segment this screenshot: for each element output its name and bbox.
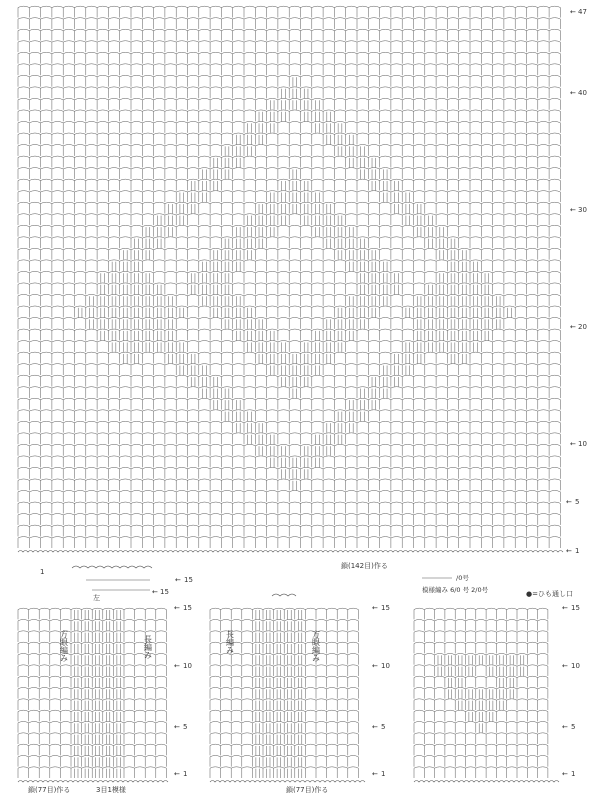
chain-row (414, 631, 548, 632)
chain-row (210, 733, 358, 734)
chain-row (18, 410, 560, 411)
row-number: 10 (578, 440, 587, 448)
right-panel (414, 573, 580, 782)
chain-row (210, 665, 358, 666)
chain-row (210, 744, 358, 745)
row-number: 15 (381, 604, 390, 612)
chain-row (18, 514, 560, 515)
chain-row (18, 329, 560, 330)
row-number: 15 (571, 604, 580, 612)
chain-row (18, 467, 560, 468)
row-number: 5 (381, 723, 386, 731)
chain-row (18, 283, 560, 284)
row-arrow: ← (570, 206, 576, 214)
row-arrow: ← (570, 440, 576, 448)
chain-row (18, 306, 560, 307)
chain-row (18, 537, 560, 538)
chain-row (18, 179, 560, 180)
label-long-stitch: 長編み (143, 635, 153, 659)
row-arrow: ← (562, 723, 568, 731)
chain-row (18, 156, 560, 157)
chain-row (414, 767, 548, 768)
middle-panel-foundation-chain (210, 781, 365, 783)
row-number: 10 (571, 662, 580, 670)
row-arrow: ← (174, 662, 180, 670)
label-square-mesh: 方眼編み (311, 630, 321, 662)
drawstring-note: ●=ひも通し口 (526, 590, 573, 598)
chain-row (210, 767, 358, 768)
chain-row (210, 710, 358, 711)
left-top-row-marker (175, 576, 193, 584)
chain-row (18, 6, 560, 7)
chain-row (18, 214, 560, 215)
row-arrow: ← (152, 588, 158, 596)
chain-row (18, 110, 560, 111)
chain-row (18, 202, 560, 203)
chain-row (18, 387, 560, 388)
chain-row (414, 653, 548, 654)
label-long-stitch: 長編み (225, 630, 235, 654)
row-arrow: ← (372, 662, 378, 670)
chain-row (210, 721, 358, 722)
chain-row (18, 341, 560, 342)
chain-row (414, 608, 548, 609)
main-chart-grid (18, 6, 560, 548)
chain-row (18, 721, 166, 722)
chain-row (18, 699, 166, 700)
chain-row (414, 699, 548, 700)
chain-row (18, 375, 560, 376)
left-panel-grid (18, 608, 166, 778)
chain-row (18, 75, 560, 76)
chain-row (18, 121, 560, 122)
row-marker (570, 89, 587, 97)
repeat-note: 3目1模様 (96, 786, 126, 794)
row-number: 1 (575, 547, 580, 555)
chain-row (414, 642, 548, 643)
row-marker (570, 8, 587, 16)
row-marker (570, 323, 587, 331)
chain-row (18, 225, 560, 226)
hook-note-1: /0号 (456, 574, 469, 582)
row-number: 20 (578, 323, 587, 331)
row-arrow: ← (570, 89, 576, 97)
hook-note-2: 模様編み 6/0 号 2/0号 (422, 586, 489, 594)
row-number: 1 (381, 770, 386, 778)
chain-row (18, 41, 560, 42)
chain-row (18, 294, 560, 295)
right-panel-grid (414, 608, 548, 778)
chain-row (18, 665, 166, 666)
chain-row (18, 733, 166, 734)
chain-row (18, 502, 560, 503)
chain-row (18, 29, 560, 30)
chain-row (18, 98, 560, 99)
chain-row (18, 619, 166, 620)
chain-row (18, 18, 560, 19)
middle-top-edge-detail (272, 594, 296, 596)
chain-row (18, 318, 560, 319)
chain-row (18, 237, 560, 238)
chain-row (414, 755, 548, 756)
chain-row (18, 456, 560, 457)
left-panel (18, 566, 193, 794)
main-row-markers (566, 8, 587, 555)
row-arrow: ← (372, 604, 378, 612)
chain-row (210, 608, 358, 609)
main-chart (18, 6, 587, 570)
chain-row (414, 721, 548, 722)
row-arrow: ← (372, 770, 378, 778)
row-arrow: ← (562, 662, 568, 670)
chain-row (414, 710, 548, 711)
label-square-mesh: 方眼編み (59, 630, 69, 662)
chain-row (18, 444, 560, 445)
row-arrow: ← (372, 723, 378, 731)
left-top-edge-detail (72, 566, 152, 590)
chain-row (18, 352, 560, 353)
right-panel-foundation-chain (414, 781, 559, 783)
corner-mark: 1 (40, 568, 45, 576)
chain-row (18, 525, 560, 526)
main-foundation-note: 鎖(142目)作る (341, 562, 388, 570)
side-label: 左 (93, 594, 100, 602)
row-arrow: ← (562, 604, 568, 612)
row-number: 10 (381, 662, 390, 670)
middle-row-markers (372, 604, 390, 778)
row-marker (566, 547, 579, 555)
chain-row (18, 676, 166, 677)
chain-row (414, 733, 548, 734)
chain-row (414, 744, 548, 745)
row-number: 5 (575, 498, 580, 506)
row-arrow: ← (175, 576, 181, 584)
chain-row (210, 755, 358, 756)
row-arrow: ← (174, 770, 180, 778)
chain-row (210, 687, 358, 688)
chain-row (18, 52, 560, 53)
chain-row (18, 133, 560, 134)
row-arrow: ← (566, 498, 572, 506)
row-marker (566, 498, 579, 506)
chain-row (18, 398, 560, 399)
row-number: 5 (183, 723, 188, 731)
chain-row (414, 665, 548, 666)
chain-row (18, 687, 166, 688)
row-arrow: ← (570, 8, 576, 16)
chain-row (18, 87, 560, 88)
row-number: 1 (571, 770, 576, 778)
chain-row (18, 490, 560, 491)
chain-row (18, 191, 560, 192)
chain-row (210, 676, 358, 677)
hook-legend (422, 573, 489, 594)
middle-foundation-note: 鎖(77目)作る (286, 786, 329, 794)
row-arrow: ← (570, 323, 576, 331)
chain-row (414, 619, 548, 620)
row-marker (570, 206, 587, 214)
chain-row (18, 248, 560, 249)
chain-row (18, 260, 560, 261)
left-foundation-note: 鎖(77目)作る (28, 786, 71, 794)
row-number: 5 (571, 723, 576, 731)
chain-row (210, 619, 358, 620)
chain-row (18, 479, 560, 480)
row-number: 1 (183, 770, 188, 778)
chain-row (414, 687, 548, 688)
row-arrow: ← (174, 723, 180, 731)
chain-row (18, 271, 560, 272)
middle-panel (210, 594, 390, 794)
chain-row (18, 421, 560, 422)
row-number: 47 (578, 8, 587, 16)
row-number: 15 (184, 576, 193, 584)
row-number: 15 (160, 588, 169, 596)
row-number: 10 (183, 662, 192, 670)
chain-row (18, 744, 166, 745)
chain-row (210, 699, 358, 700)
chain-row (18, 364, 560, 365)
row-number: 40 (578, 89, 587, 97)
chain-row (18, 631, 166, 632)
chain-row (18, 145, 560, 146)
left-panel-foundation-chain (18, 781, 168, 783)
row-arrow: ← (566, 547, 572, 555)
row-marker (570, 440, 587, 448)
chain-row (18, 64, 560, 65)
main-chart-foundation-chain (18, 551, 563, 553)
chain-row (18, 710, 166, 711)
chain-row (18, 168, 560, 169)
row-number: 30 (578, 206, 587, 214)
chain-row (18, 608, 166, 609)
chain-row (18, 767, 166, 768)
chain-row (18, 433, 560, 434)
right-row-markers (562, 604, 580, 778)
row-number: 15 (183, 604, 192, 612)
left-row-markers (174, 604, 192, 778)
row-arrow: ← (562, 770, 568, 778)
chain-row (18, 755, 166, 756)
row-arrow: ← (174, 604, 180, 612)
chain-row (414, 676, 548, 677)
